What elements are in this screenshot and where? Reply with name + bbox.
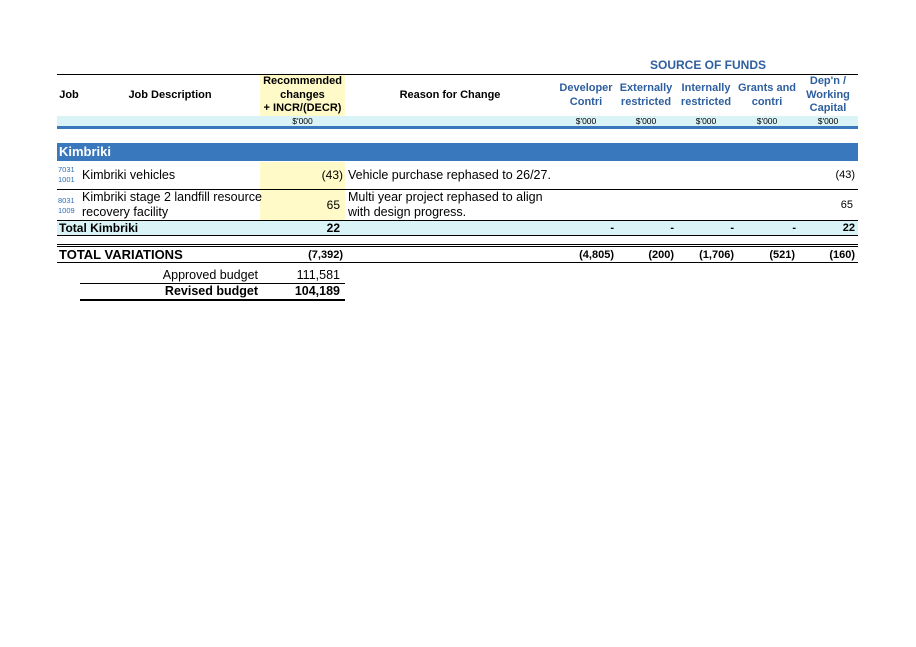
row2-reason-line1: Multi year project rephased to align <box>348 190 543 204</box>
depn-header-line1: Dep'n / <box>809 75 847 87</box>
external-header-line2: restricted <box>620 95 672 108</box>
recommended-header-line3: + INCR/(DECR) <box>263 102 342 114</box>
row2-reason-line2: with design progress. <box>348 205 467 219</box>
external-header-line1: Externally <box>619 82 673 94</box>
row1-recommended-value: (43) <box>321 168 343 182</box>
row1-job-number-line2: 1001 <box>58 175 75 184</box>
section-bar-kimbriki <box>57 143 858 161</box>
grants-header-line2: contri <box>751 95 783 108</box>
total-kimbriki-developer: - <box>610 222 614 234</box>
total-variations-depn: (160) <box>829 249 855 261</box>
grants-contri-column-header <box>736 82 798 109</box>
recommended-units: $'000 <box>292 116 313 126</box>
row2-description <box>82 190 262 220</box>
row2-depn-value: 65 <box>840 199 853 211</box>
developer-units: $'000 <box>575 116 597 126</box>
header-top-rule <box>57 74 858 75</box>
total-variations-internal: (1,706) <box>699 249 734 261</box>
internal-units: $'000 <box>695 116 717 126</box>
total-kimbriki-recommended: 22 <box>326 221 340 235</box>
developer-header-line2: Contri <box>569 95 603 108</box>
internal-header-line1: Internally <box>681 82 731 94</box>
source-of-funds-title: SOURCE OF FUNDS <box>649 58 766 72</box>
depn-units: $'000 <box>817 116 839 126</box>
depn-working-capital-column-header <box>798 75 858 116</box>
row1-depn-value: (43) <box>835 169 855 181</box>
total-variations-recommended: (7,392) <box>308 249 343 261</box>
row2-reason <box>348 190 543 220</box>
depn-header-line2: Working <box>806 88 850 101</box>
row1-job-number <box>58 165 75 185</box>
total-kimbriki-bottom-rule <box>57 235 858 236</box>
revised-budget-value: 104,189 <box>294 284 340 298</box>
total-kimbriki-label: Total Kimbriki <box>59 221 139 235</box>
job-description-column-header: Job Description <box>128 89 212 101</box>
total-kimbriki-external: - <box>670 222 674 234</box>
approved-budget-label: Approved budget <box>162 268 258 282</box>
total-variations-label: TOTAL VARIATIONS <box>59 247 183 262</box>
total-kimbriki-depn: 22 <box>842 222 855 234</box>
total-variations-grants: (521) <box>769 249 795 261</box>
recommended-header-line1: Recommended <box>263 75 342 87</box>
recommended-header-line2: changes <box>280 88 325 101</box>
reason-column-header: Reason for Change <box>399 89 501 101</box>
row2-recommended-value: 65 <box>326 198 340 212</box>
internal-header-line2: restricted <box>680 95 732 108</box>
job-column-header: Job <box>59 89 79 101</box>
grants-units: $'000 <box>756 116 778 126</box>
grants-header-line1: Grants and <box>737 82 797 94</box>
row2-job-number-line1: 8031 <box>58 196 75 205</box>
total-variations-developer: (4,805) <box>579 249 614 261</box>
total-variations-top-rule-1 <box>57 244 858 245</box>
total-variations-bottom-rule <box>57 262 858 263</box>
row2-job-number <box>58 196 75 216</box>
row1-job-number-line1: 7031 <box>58 165 75 174</box>
units-band-bottom-rule <box>57 126 858 129</box>
internally-restricted-column-header <box>676 82 736 109</box>
row2-job-number-line2: 1009 <box>58 206 75 215</box>
total-kimbriki-grants: - <box>792 222 796 234</box>
depn-header-line3: Capital <box>809 102 847 114</box>
approved-budget-value: 111,581 <box>296 268 340 282</box>
row1-description: Kimbriki vehicles <box>82 168 176 182</box>
revised-budget-label: Revised budget <box>164 284 258 298</box>
total-kimbriki-internal: - <box>730 222 734 234</box>
row1-reason: Vehicle purchase rephased to 26/27. <box>348 168 551 182</box>
section-title: Kimbriki <box>59 144 112 159</box>
row2-description-line1: Kimbriki stage 2 landfill resource <box>82 190 262 204</box>
externally-restricted-column-header <box>616 82 676 109</box>
developer-contri-column-header <box>556 82 616 109</box>
external-units: $'000 <box>635 116 657 126</box>
total-variations-external: (200) <box>648 249 674 261</box>
row2-description-line2: recovery facility <box>82 205 169 219</box>
recommended-changes-column-header <box>260 75 345 116</box>
revised-budget-rule <box>80 299 345 301</box>
developer-header-line1: Developer <box>559 82 613 94</box>
